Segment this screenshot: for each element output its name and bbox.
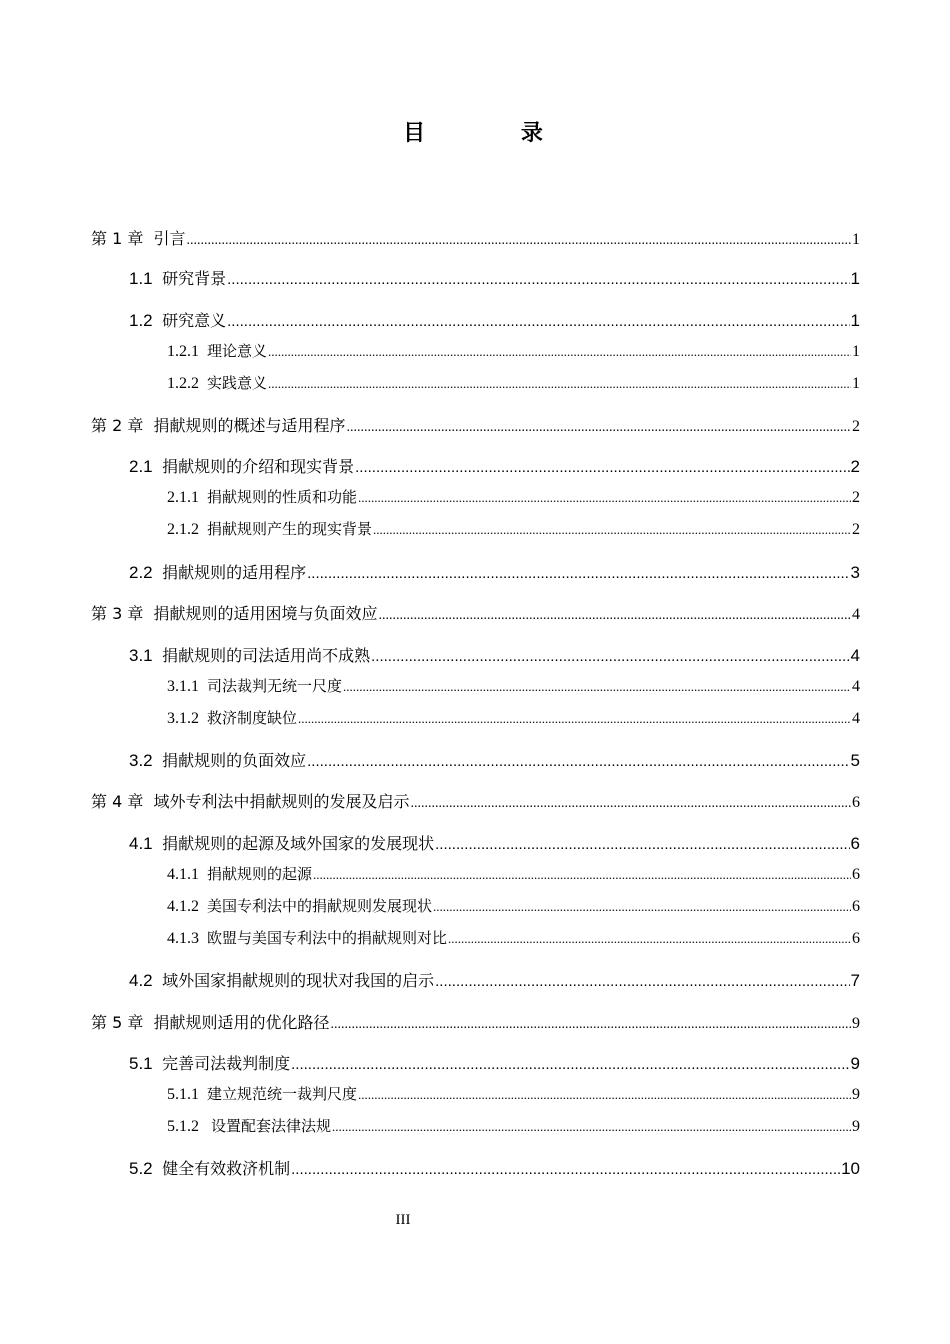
toc-page-number: 1 — [850, 269, 860, 288]
toc-entry-title: 引言 — [153, 229, 186, 248]
toc-subsection-entry[interactable] — [167, 1083, 860, 1104]
toc-entry-label — [91, 413, 346, 436]
toc-subsection-entry[interactable] — [167, 486, 860, 507]
toc-entry-title: 捐献规则的司法适用尚不成熟 — [162, 646, 371, 665]
toc-dot-leader — [347, 420, 851, 436]
toc-dot-leader — [448, 931, 851, 947]
toc-dot-leader — [313, 867, 851, 883]
toc-chapter-entry[interactable] — [91, 226, 860, 249]
toc-page-number: 2 — [852, 489, 860, 506]
toc-page-number: 9 — [850, 1054, 860, 1073]
toc-section-entry[interactable] — [129, 1156, 860, 1179]
toc-subsection-entry[interactable] — [167, 863, 860, 884]
toc-entry-label — [167, 927, 447, 948]
toc-entry-label — [167, 372, 267, 393]
toc-page-number: 2 — [850, 457, 860, 476]
toc-entry-spacer — [199, 866, 207, 883]
toc-entry-spacer — [199, 1118, 211, 1135]
toc-entry-title: 健全有效救济机制 — [162, 1159, 291, 1178]
toc-page-number: 6 — [850, 834, 860, 853]
toc-entry-spacer — [199, 930, 207, 947]
toc-entry-spacer — [199, 1086, 207, 1103]
toc-entry-spacer — [153, 457, 162, 476]
toc-entry-spacer — [199, 678, 207, 695]
toc-dot-leader — [358, 1087, 851, 1103]
toc-section-entry[interactable] — [129, 748, 860, 771]
toc-dot-leader — [331, 1017, 851, 1033]
toc-entry-title: 捐献规则的性质和功能 — [207, 488, 358, 506]
toc-entry-label — [129, 643, 370, 666]
toc-subsection-entry[interactable] — [167, 1115, 860, 1136]
toc-entry-spacer — [153, 834, 162, 853]
toc-entry-label — [91, 226, 186, 249]
toc-entry-spacer — [199, 375, 207, 392]
toc-dot-leader — [371, 648, 849, 665]
toc-entry-title: 建立规范统一裁判尺度 — [207, 1085, 358, 1103]
toc-page-number: 4 — [852, 606, 860, 623]
toc-section-entry[interactable] — [129, 643, 860, 666]
toc-subsection-entry[interactable] — [167, 518, 860, 539]
toc-entry-spacer — [153, 1159, 162, 1178]
toc-entry-number: 5.2 — [129, 1159, 153, 1178]
toc-page-number: 9 — [852, 1086, 860, 1103]
toc-entry-title: 捐献规则的适用困境与负面效应 — [153, 604, 378, 623]
toc-entry-spacer — [143, 604, 153, 623]
toc-entry-label — [91, 1010, 330, 1033]
toc-entry-label — [91, 789, 410, 812]
toc-entry-spacer — [143, 792, 153, 811]
toc-dot-leader — [268, 376, 851, 392]
toc-chapter-entry[interactable] — [91, 789, 860, 812]
toc-page-number: 1 — [850, 311, 860, 330]
toc-entry-spacer — [199, 710, 207, 727]
toc-entry-spacer — [153, 971, 162, 990]
toc-page-number: 6 — [852, 930, 860, 947]
toc-section-entry[interactable] — [129, 266, 860, 289]
toc-entry-number: 3.2 — [129, 751, 153, 770]
toc-entry-label — [129, 560, 306, 583]
toc-dot-leader — [433, 899, 851, 915]
toc-entry-spacer — [199, 489, 207, 506]
toc-section-entry[interactable] — [129, 454, 860, 477]
toc-dot-leader — [435, 973, 849, 990]
toc-entry-title: 理论意义 — [207, 342, 268, 360]
toc-page-number: 6 — [852, 794, 860, 811]
toc-entry-spacer — [153, 751, 162, 770]
toc-page-number: 3 — [850, 563, 860, 582]
toc-entry-title: 研究意义 — [162, 311, 227, 330]
toc-entry-number: 第 1 章 — [91, 229, 144, 248]
toc-entry-label — [167, 863, 312, 884]
toc-dot-leader — [298, 711, 851, 727]
toc-entry-number: 第 5 章 — [91, 1013, 144, 1032]
toc-entry-title: 捐献规则适用的优化路径 — [153, 1013, 330, 1032]
toc-entry-label — [167, 707, 297, 728]
toc-dot-leader — [307, 753, 849, 770]
toc-entry-title: 域外国家捐献规则的现状对我国的启示 — [162, 971, 435, 990]
toc-entry-spacer — [199, 343, 207, 360]
toc-entry-title: 实践意义 — [207, 374, 268, 392]
toc-entry-number: 3.1 — [129, 646, 153, 665]
toc-entry-label — [167, 1115, 331, 1136]
toc-entry-title: 设置配套法律法规 — [211, 1117, 332, 1135]
toc-entry-number: 4.1.2 — [167, 898, 199, 915]
toc-entry-number: 2.1.2 — [167, 521, 199, 538]
toc-page-number: 4 — [852, 710, 860, 727]
toc-entry-title: 司法裁判无统一尺度 — [207, 677, 343, 695]
toc-entry-title: 捐献规则的起源及域外国家的发展现状 — [162, 834, 435, 853]
toc-page-number: 6 — [852, 898, 860, 915]
toc-entry-number: 3.1.2 — [167, 710, 199, 727]
toc-page-number: 1 — [852, 375, 860, 392]
toc-entry-label — [129, 748, 306, 771]
toc-entry-label — [129, 308, 226, 331]
toc-entry-title: 捐献规则的负面效应 — [162, 751, 307, 770]
toc-entry-label — [129, 266, 226, 289]
toc-page-number: 2 — [852, 418, 860, 435]
toc-entry-number: 第 3 章 — [91, 604, 144, 623]
toc-entry-number: 4.1.3 — [167, 930, 199, 947]
toc-entry-title: 美国专利法中的捐献规则发展现状 — [207, 897, 433, 915]
toc-dot-leader — [227, 271, 849, 288]
toc-dot-leader — [307, 565, 849, 582]
toc-entry-spacer — [153, 311, 162, 330]
toc-entry-number: 第 4 章 — [91, 792, 144, 811]
toc-entry-spacer — [199, 898, 207, 915]
toc-page-number: 1 — [852, 231, 860, 248]
toc-page-number: 7 — [850, 971, 860, 990]
toc-entry-title: 研究背景 — [162, 269, 227, 288]
toc-entry-number: 4.1 — [129, 834, 153, 853]
toc-entry-title: 完善司法裁判制度 — [162, 1054, 291, 1073]
toc-entry-number: 4.1.1 — [167, 866, 199, 883]
toc-dot-leader — [268, 344, 851, 360]
toc-entry-title: 救济制度缺位 — [207, 709, 298, 727]
toc-entry-number: 3.1.1 — [167, 678, 199, 695]
toc-entry-label — [91, 601, 378, 624]
toc-section-entry[interactable] — [129, 968, 860, 991]
toc-dot-leader — [343, 679, 851, 695]
toc-section-entry[interactable] — [129, 560, 860, 583]
toc-page-number: 4 — [852, 678, 860, 695]
toc-subsection-entry[interactable] — [167, 707, 860, 728]
toc-chapter-entry[interactable] — [91, 601, 860, 624]
toc-dot-leader — [187, 233, 851, 249]
toc-entry-number: 5.1.1 — [167, 1086, 199, 1103]
toc-entry-title: 欧盟与美国专利法中的捐献规则对比 — [207, 929, 448, 947]
toc-section-entry[interactable] — [129, 1051, 860, 1074]
toc-entry-spacer — [143, 1013, 153, 1032]
toc-dot-leader — [291, 1161, 840, 1178]
toc-dot-leader — [373, 522, 851, 538]
toc-entry-label — [129, 968, 434, 991]
toc-entry-number: 2.1 — [129, 457, 153, 476]
toc-entry-number: 5.1 — [129, 1054, 153, 1073]
toc-entry-number: 2.1.1 — [167, 489, 199, 506]
toc-page-number: 4 — [850, 646, 860, 665]
toc-page-number: 2 — [852, 521, 860, 538]
toc-entry-number: 2.2 — [129, 563, 153, 582]
toc-entry-title: 捐献规则的概述与适用程序 — [153, 416, 346, 435]
toc-dot-leader — [332, 1119, 851, 1135]
toc-entry-label — [129, 831, 434, 854]
toc-entry-spacer — [143, 229, 153, 248]
toc-entry-spacer — [153, 1054, 162, 1073]
toc-entry-spacer — [199, 521, 207, 538]
toc-subsection-entry[interactable] — [167, 340, 860, 361]
toc-page-number: 5 — [850, 751, 860, 770]
toc-entry-title: 捐献规则的适用程序 — [162, 563, 307, 582]
toc-section-entry[interactable] — [129, 831, 860, 854]
toc-entry-title: 域外专利法中捐献规则的发展及启示 — [153, 792, 410, 811]
toc-entry-label — [167, 1083, 357, 1104]
toc-chapter-entry[interactable] — [91, 1010, 860, 1033]
toc-subsection-entry[interactable] — [167, 927, 860, 948]
toc-entry-spacer — [153, 269, 162, 288]
toc-page-number: 6 — [852, 866, 860, 883]
toc-page-number: 10 — [841, 1159, 860, 1178]
toc-section-entry[interactable] — [129, 308, 860, 331]
toc-dot-leader — [379, 608, 851, 624]
toc-subsection-entry[interactable] — [167, 372, 860, 393]
toc-chapter-entry[interactable] — [91, 413, 860, 436]
toc-entry-number: 1.2 — [129, 311, 153, 330]
toc-page-number: 1 — [852, 343, 860, 360]
toc-entry-number: 4.2 — [129, 971, 153, 990]
toc-dot-leader — [358, 490, 851, 506]
toc-subsection-entry[interactable] — [167, 895, 860, 916]
toc-entry-number: 5.1.2 — [167, 1118, 199, 1135]
toc-entry-spacer — [153, 563, 162, 582]
toc-entry-label — [167, 340, 267, 361]
toc-entry-label — [167, 486, 357, 507]
toc-entry-number: 第 2 章 — [91, 416, 144, 435]
toc-entry-label — [129, 1156, 290, 1179]
toc-page-number: 9 — [852, 1015, 860, 1032]
toc-page-number: 9 — [852, 1118, 860, 1135]
toc-entry-label — [167, 675, 342, 696]
toc-entry-number: 1.1 — [129, 269, 153, 288]
toc-entry-label — [167, 518, 372, 539]
page-number-footer: III — [395, 1212, 411, 1228]
toc-dot-leader — [355, 459, 849, 476]
toc-entry-number: 1.2.1 — [167, 343, 199, 360]
toc-dot-leader — [291, 1056, 849, 1073]
toc-dot-leader — [435, 836, 849, 853]
toc-entry-label — [167, 895, 432, 916]
toc-entry-number: 1.2.2 — [167, 375, 199, 392]
toc-entry-spacer — [153, 646, 162, 665]
toc-entry-title: 捐献规则的起源 — [207, 865, 313, 883]
toc-entry-title: 捐献规则的介绍和现实背景 — [162, 457, 355, 476]
page-title: 目 录 — [403, 121, 587, 146]
toc-entry-label — [129, 1051, 290, 1074]
toc-entry-title: 捐献规则产生的现实背景 — [207, 520, 373, 538]
toc-dot-leader — [227, 313, 849, 330]
toc-entry-spacer — [143, 416, 153, 435]
toc-subsection-entry[interactable] — [167, 675, 860, 696]
toc-entry-label — [129, 454, 354, 477]
toc-dot-leader — [411, 796, 851, 812]
